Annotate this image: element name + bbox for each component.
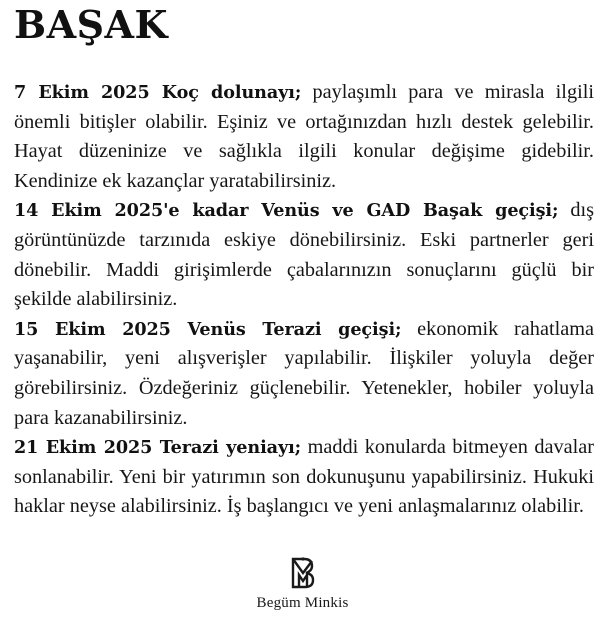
bm-monogram-icon [288,555,318,591]
author-signature [0,555,605,612]
paragraph-koc-dolunayi [14,78,594,196]
paragraph-body: ekonomik rahatlama yaşanabilir, yeni alışverişler yapılabilir. İlişkiler yoluyla değer görebilirsiniz. Özdeğeriniz güçlenebilir. Yetenekler, hobiler yoluyla para kazanabilirsiniz. [14,317,594,429]
paragraph-venus-gad-basak [14,196,594,314]
paragraph-body: maddi konularda bitmeyen davalar sonlanabilir. Yeni bir yatırımın son dokunuşunu yapabilirsiniz. Hukuki haklar neyse alabilirsiniz. İş başlangıcı ve yeni anlaşmalarınız olabilir. [14,436,595,518]
paragraph-venus-terazi [14,315,594,433]
paragraph-body: dış görüntünüzde tarzınıda eskiye dönebilirsiniz. Eski partnerler geri dönebilir. Maddi girişimlerde çabalarınızın sonuçlarını güçlü bir şekilde alabilirsiniz. [14,199,594,311]
paragraph-body: paylaşımlı para ve mirasla ilgili önemli bitişler olabilir. Eşiniz ve ortağınızdan hızlı destek gelebilir. Hayat düzeninize ve sağlıkla ilgili konular değişime gidebilir. Kendinize ek kazançlar yaratabilirsiniz. [14,81,594,192]
horoscope-text [14,78,594,522]
paragraph-heading: 14 Ekim 2025'e kadar Venüs ve GAD Başak geçişi; [14,200,559,222]
author-name: Begüm Minkis [256,595,349,611]
paragraph-heading: 21 Ekim 2025 Terazi yeniayı; [14,437,302,459]
paragraph-heading: 15 Ekim 2025 Venüs Terazi geçişi; [14,318,402,340]
paragraph-heading: 7 Ekim 2025 Koç dolunayı; [14,82,302,103]
paragraph-terazi-yeniayi [14,433,594,522]
page-title: BAŞAK [14,2,169,47]
